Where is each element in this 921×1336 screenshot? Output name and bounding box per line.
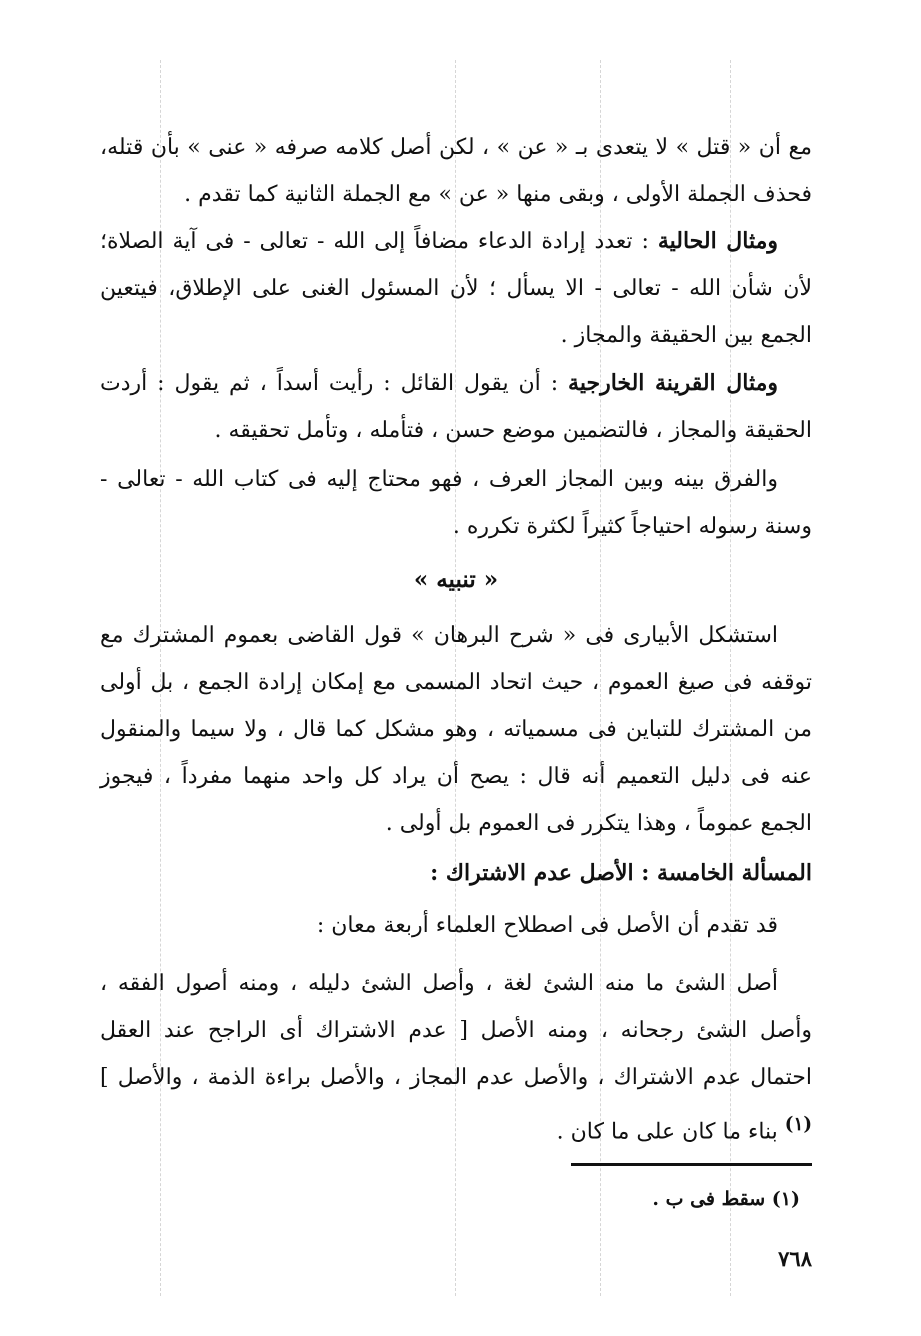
- body-paragraph-7: [100, 902, 812, 949]
- footnote-marker: (١): [784, 1114, 812, 1135]
- body-paragraph-2: [100, 218, 812, 359]
- section-heading: « تنبيه »: [413, 566, 499, 593]
- issue-heading-text: المسألة الخامسة : الأصل عدم الاشتراك :: [430, 860, 812, 886]
- body-paragraph-8: [100, 960, 812, 1155]
- paragraph-text: [100, 960, 812, 1155]
- paragraph-body: : تعدد إرادة الدعاء مضافاً إلى الله - تعالى - فى آية الصلاة؛ لأن شأن الله - تعالى - الا يسأل ؛ لأن المسئول الغنى على الإطلاق، فيتعين الجمع بين الحقيقة والمجاز .: [100, 229, 812, 348]
- paragraph-lead: ومثال القرينة الخارجية: [568, 370, 778, 396]
- body-paragraph-1: [100, 124, 812, 218]
- paragraph-body: بناء ما كان على ما كان .: [556, 1119, 785, 1145]
- paragraph-text: قد تقدم أن الأصل فى اصطلاح العلماء أربعة معان :: [316, 913, 778, 938]
- paragraph-text: [100, 218, 812, 359]
- paragraph-lead: ومثال الحالية: [657, 228, 779, 254]
- paragraph-text: [100, 360, 812, 454]
- body-paragraph-3: [100, 360, 812, 454]
- body-paragraph-5: [100, 612, 812, 847]
- issue-heading: [100, 850, 812, 897]
- paragraph-body: : أن يقول القائل : رأيت أسداً ، ثم يقول : أردت الحقيقة والمجاز ، فالتضمين موضع حسن ، فتأمله ، وتأمل تحقيقه .: [100, 371, 812, 443]
- paragraph-text: مع أن « قتل » لا يتعدى بـ « عن » ، لكن أصل كلامه صرفه « عنى » بأن قتله، فحذف الجملة الأولى ، وبقى منها « عن » مع الجملة الثانية كما تقدم .: [100, 135, 812, 207]
- page-number: ٧٦٨: [778, 1246, 812, 1271]
- paragraph-body: أصل الشئ ما منه الشئ لغة ، وأصل الشئ دليله ، ومنه أصول الفقه ، وأصل الشئ رجحانه ، ومنه الأصل [ عدم الاشتراك أى الراجح عند العقل احتمال عدم الاشتراك ، والأصل عدم المجاز ، والأصل براءة الذمة ، والأصل ]: [100, 971, 812, 1090]
- paragraph-text: والفرق بينه وبين المجاز العرف ، فهو محتاج إليه فى كتاب الله - تعالى - وسنة رسوله احتياجاً كثيراً لكثرة تكرره .: [100, 467, 812, 539]
- footnote-divider: [571, 1163, 812, 1166]
- paragraph-text: استشكل الأبيارى فى « شرح البرهان » قول القاضى بعموم المشترك مع توقفه فى صيغ العموم ، حيث اتحاد المسمى مع إمكان إرادة الجمع ، بل أولى من المشترك للتباين فى مسمياته ، وهو مشكل كما قال ، ولا سيما والمنقول عنه فى دليل التعميم أنه قال : يصح أن يراد كل واحد منهما مفرداً ، فيجوز الجمع عموماً ، وهذا يتكرر فى العموم بل أولى .: [100, 623, 812, 836]
- body-paragraph-4: [100, 456, 812, 550]
- footnote: (١) سقط فى ب .: [652, 1188, 800, 1210]
